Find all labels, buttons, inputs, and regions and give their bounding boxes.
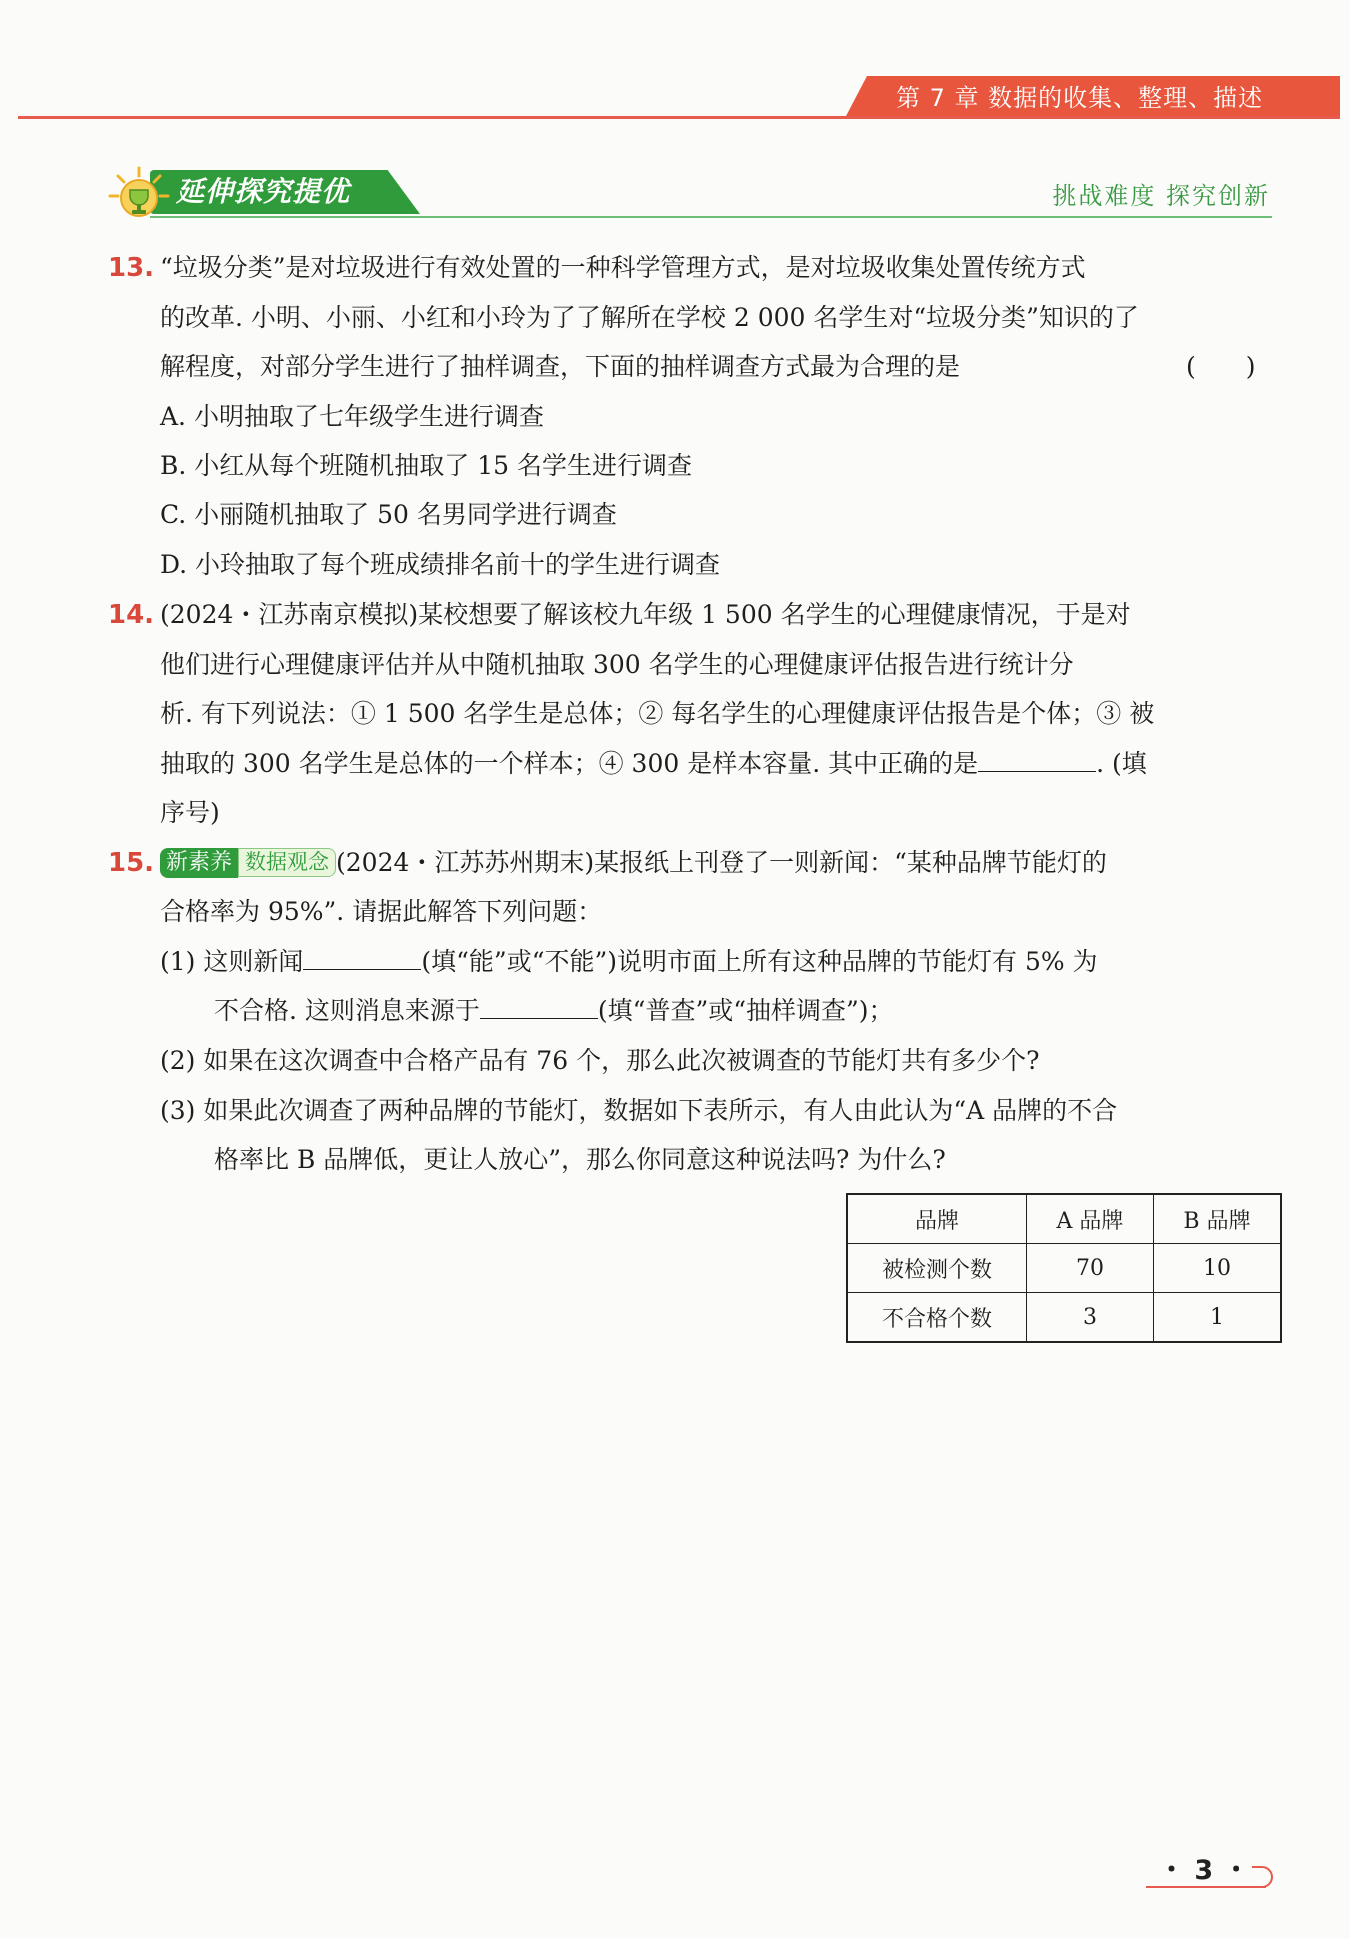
q15-sub-3: (3) 如果此次调查了两种品牌的节能灯，数据如下表所示，有人由此认为“A 品牌的不合: [160, 1096, 1118, 1125]
table-cell: 1: [1154, 1293, 1282, 1343]
q13-line-2: 的改革. 小明、小丽、小红和小玲为了了解所在学校 2 000 名学生对“垃圾分类”知识的了: [160, 303, 1139, 332]
q13-option-a: A. 小明抽取了七年级学生进行调查: [160, 402, 544, 431]
q15-sub-1-text-b: (填“能”或“不能”)说明市面上所有这种品牌的节能灯有 5% 为: [421, 947, 1098, 976]
trophy-icon: [108, 166, 170, 228]
page-curl-icon: [1246, 1864, 1276, 1890]
q14-line-3: 析. 有下列说法：① 1 500 名学生是总体；② 每名学生的心理健康评估报告是个体；③ 被: [160, 699, 1155, 728]
table-cell: 10: [1154, 1244, 1282, 1293]
q15-answer-blank-1[interactable]: [303, 945, 421, 970]
q15-line-2: 合格率为 95%”. 请据此解答下列问题：: [160, 897, 603, 926]
q14-line-4: [160, 746, 1147, 782]
q15-sub-1-text-a: (1) 这则新闻: [160, 947, 304, 976]
brand-data-table: [846, 1193, 1282, 1343]
q14-line-1: (2024・江苏南京模拟)某校想要了解该校九年级 1 500 名学生的心理健康情况，于是对: [160, 600, 1131, 629]
q15-line-1-text: (2024・江苏苏州期末)某报纸上刊登了一则新闻：“某种品牌节能灯的: [336, 848, 1107, 877]
chapter-title: 第 7 章 数据的收集、整理、描述: [896, 84, 1264, 112]
q15-line-1: [160, 845, 1107, 881]
page-number: ・ 3 ・: [1158, 1855, 1250, 1886]
q15-answer-blank-2[interactable]: [480, 994, 598, 1019]
q15-sub-1-text-d: (填“普查”或“抽样调查”)；: [597, 996, 894, 1025]
table-header-cell: A 品牌: [1027, 1194, 1154, 1244]
q15-sub-1-text-c: 不合格. 这则消息来源于: [214, 996, 480, 1025]
q13-option-b: B. 小红从每个班随机抽取了 15 名学生进行调查: [160, 451, 692, 480]
q13-answer-paren: ( ): [1186, 352, 1256, 381]
table-cell: 3: [1027, 1293, 1154, 1343]
table-cell: 被检测个数: [847, 1244, 1027, 1293]
q14-line-4-suffix: . (填: [1096, 749, 1147, 778]
q13-line-1: “垃圾分类”是对垃圾进行有效处置的一种科学管理方式，是对垃圾收集处置传统方式: [160, 253, 1086, 282]
header-rule: [18, 116, 1340, 119]
question-number-14: 14.: [108, 600, 155, 630]
q13-line-3: 解程度，对部分学生进行了抽样调查，下面的抽样调查方式最为合理的是: [160, 352, 961, 381]
q14-line-2: 他们进行心理健康评估并从中随机抽取 300 名学生的心理健康评估报告进行统计分: [160, 650, 1074, 679]
table-header-cell: 品牌: [847, 1194, 1027, 1244]
q15-sub-2: (2) 如果在这次调查中合格产品有 76 个，那么此次被调查的节能灯共有多少个?: [160, 1046, 1040, 1075]
question-number-13: 13.: [108, 253, 155, 283]
section-subtitle: 挑战难度 探究创新: [1052, 182, 1270, 210]
table-header-cell: B 品牌: [1154, 1194, 1282, 1244]
section-title: 延伸探究提优: [176, 175, 351, 208]
q13-option-c: C. 小丽随机抽取了 50 名男同学进行调查: [160, 500, 617, 529]
q13-option-d: D. 小玲抽取了每个班成绩排名前十的学生进行调查: [160, 550, 721, 579]
table-row: [847, 1293, 1281, 1343]
table-cell: 70: [1027, 1244, 1154, 1293]
q14-line-4-text: 抽取的 300 名学生是总体的一个样本；④ 300 是样本容量. 其中正确的是: [160, 749, 979, 778]
table-row: [847, 1244, 1281, 1293]
question-number-15: 15.: [108, 848, 155, 878]
q15-sub-3-cont: 格率比 B 品牌低，更让人放心”，那么你同意这种说法吗? 为什么?: [214, 1145, 946, 1174]
new-literacy-badge: 新素养: [160, 848, 238, 878]
data-concept-badge: 数据观念: [238, 848, 336, 877]
q15-sub-1-cont: [214, 993, 894, 1029]
table-cell: 不合格个数: [847, 1293, 1027, 1343]
table-header-row: [847, 1194, 1281, 1244]
q14-answer-blank[interactable]: [978, 747, 1096, 772]
q15-sub-1: [160, 944, 1098, 980]
section-rule: [150, 216, 1272, 218]
q14-line-5: 序号): [160, 798, 220, 827]
